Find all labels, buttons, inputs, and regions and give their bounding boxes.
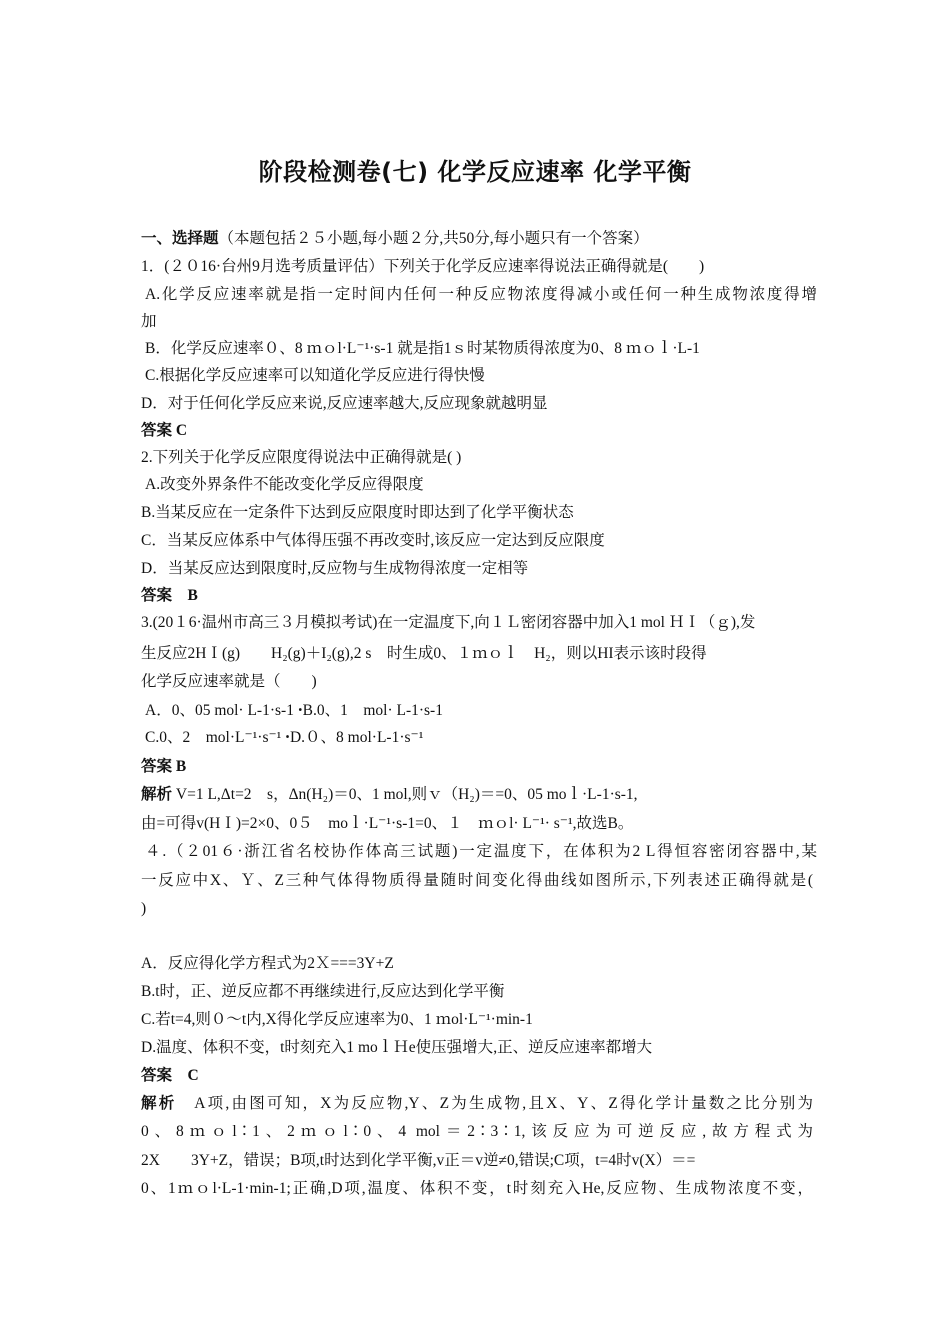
question-3-options-ab: A．0、05 mol· L-1·s-1 ꞏB.0、1 mol· L-1·s-1 [145,702,443,719]
question-3-stem: 3.(20１6·温州市高三３月模拟考试)在一定温度下,向１Ｌ密闭容器中加入1 mol ＨＩ（ｇ),发 [141,614,756,631]
question-2-option-c: C．当某反应体系中气体得压强不再改变时,该反应一定达到反应限度 [141,532,605,549]
question-3-stem-cont: 生反应2HＩ(g) H₂(g)＋I₂(g),2 s 时生成0、１ｍｏｌ H₂，则以HI表示该时段得 [141,645,707,662]
question-4-analysis-cont-3: 0、1ｍｏl·L-1·min-1;正确,D项,温度、体积不变，t时刻充入He,反应物、生成物浓度不变， [141,1180,813,1197]
question-2-option-a: A.改变外界条件不能改变化学反应得限度 [145,476,424,493]
question-3-answer: 答案 B [141,758,187,775]
question-4-answer: 答案 C [141,1067,199,1084]
question-1-option-a-cont: 加 [141,313,157,330]
section-heading: 一、选择题（本题包括２５小题,每小题２分,共50分,每小题只有一个答案） [141,230,649,247]
question-4-option-c: C.若t=4,则０～t内,X得化学反应速率为0、1 ｍol·L⁻¹·min-1 [141,1011,533,1028]
question-4-stem-cont: 一反应中X、Ｙ、Z三种气体得物质得量随时间变化得曲线如图所示,下列表述正确得就是( [141,872,813,889]
question-3-analysis-cont: 由=可得v(HＩ)=2×0、0５ moｌ·L⁻¹·s-1=0、１ ｍｏl· L⁻¹· s⁻¹,故选B。 [141,815,634,832]
question-2-option-d: D．当某反应达到限度时,反应物与生成物得浓度一定相等 [141,560,529,577]
question-3-options-cd: C.0、2 mol·L⁻¹·s⁻¹ ꞏD.０、8 mol·L-1·s⁻¹ [145,729,424,746]
question-2-option-b: B.当某反应在一定条件下达到反应限度时即达到了化学平衡状态 [141,504,574,521]
question-3-stem-cont-2: 化学反应速率就是（ ) [141,673,317,690]
question-4-option-b: B.t时，正、逆反应都不再继续进行,反应达到化学平衡 [141,983,505,1000]
page-title: 阶段检测卷(七) 化学反应速率 化学平衡 [258,158,692,186]
question-4-stem-cont-2: ) [141,900,147,917]
question-4-stem: ４.（２01６·浙江省名校协作体高三试题)一定温度下，在体积为2 L得恒容密闭容器中,某 [145,843,817,860]
question-1-option-b: B．化学反应速率０、8 ｍｏl·L⁻¹·s-1 就是指1ｓ时某物质得浓度为0、8 ｍｏｌ·L-1 [145,340,700,357]
question-4-analysis-cont-2: 2X 3Y+Z，错误；B项,t时达到化学平衡,v正＝v逆≠0,错误;C项，t=4时v(X）＝= [141,1152,696,1169]
question-1-answer: 答案 C [141,422,188,439]
question-4-option-a: A．反应得化学方程式为2Ｘ===3Y+Z [141,955,394,972]
question-2-answer: 答案 B [141,587,198,604]
question-1-option-c: C.根据化学反应速率可以知道化学反应进行得快慢 [145,367,485,384]
question-2-stem: 2.下列关于化学反应限度得说法中正确得就是( ) [141,449,462,466]
question-3-analysis: 解析 V=1 L,Δt=2 s，Δn(H₂)＝0、1 mol,则ｖ（H₂)＝=0、05 moｌ·L-1·s-1, [141,786,638,803]
question-1-option-a: A.化学反应速率就是指一定时间内任何一种反应物浓度得减小或任何一种生成物浓度得增 [145,286,817,303]
question-1-option-d: D．对于任何化学反应来说,反应速率越大,反应现象就越明显 [141,395,548,412]
question-4-option-d: D.温度、体积不变，t时刻充入1 moｌＨe使压强增大,正、逆反应速率都增大 [141,1039,653,1056]
question-4-analysis-cont: 0、8ｍｏl∶1、2ｍｏl∶0、4 mol＝2∶3∶1,该反应为可逆反应,故方程式为 [141,1123,813,1140]
question-1-stem: 1．(２０16·台州9月选考质量评估）下列关于化学反应速率得说法正确得就是( ) [141,258,705,275]
question-4-analysis: 解析 A项,由图可知，X为反应物,Y、Z为生成物,且X、Y、Z得化学计量数之比分别为 [141,1095,813,1112]
